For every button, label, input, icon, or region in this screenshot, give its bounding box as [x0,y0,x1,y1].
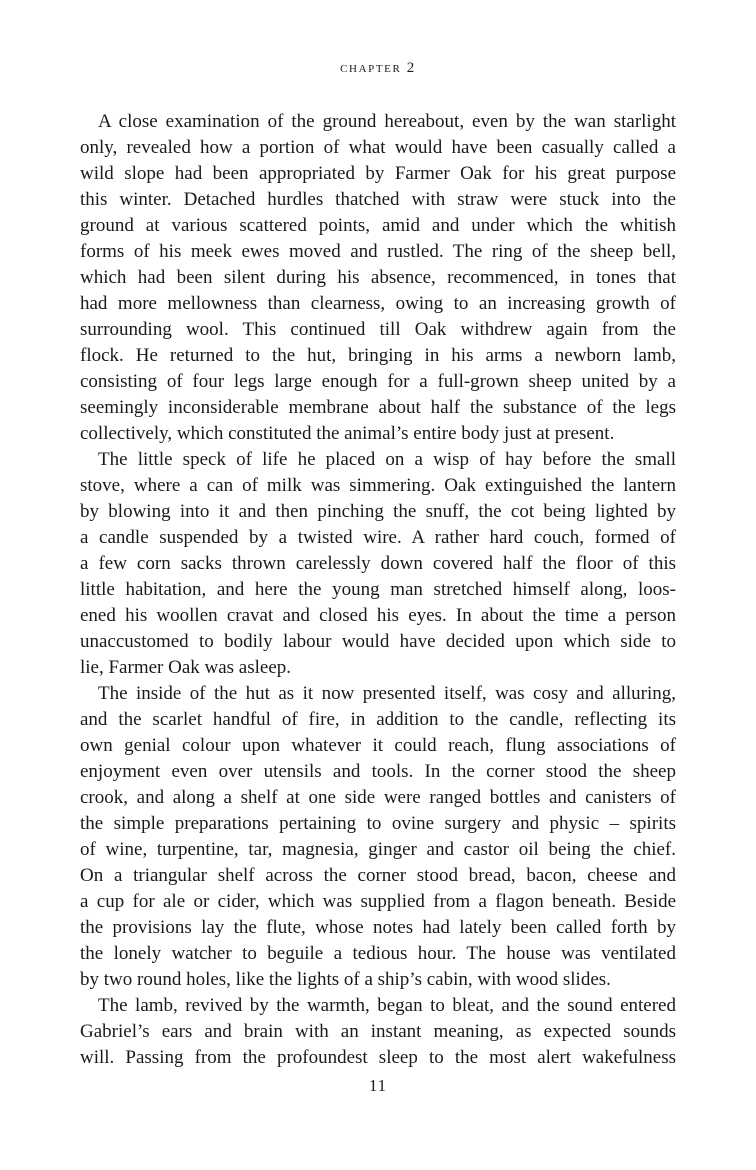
text-line: ground at various scattered points, amid and under which the whitish [80,215,676,236]
text-line: a cup for ale or cider, which was supplied from a flagon beneath. Beside [80,891,676,912]
page-number: 11 [368,1076,388,1095]
text-line: the simple preparations pertaining to ovine surgery and physic – spirits [80,813,676,834]
text-line: enjoyment even over utensils and tools. In the corner stood the sheep [80,761,676,782]
text-line: and the scarlet handful of fire, in addition to the candle, reflecting its [80,709,676,730]
text-line: a few corn sacks thrown carelessly down covered half the floor of this [80,553,676,574]
body-text [80,109,676,1071]
text-line: lie, Farmer Oak was asleep. [80,657,292,678]
text-line: forms of his meek ewes moved and rustled. The ring of the sheep bell, [80,241,676,262]
text-line: only, revealed how a portion of what would have been casually called a [80,137,676,158]
text-line: The inside of the hut as it now presented itself, was cosy and alluring, [98,683,676,704]
text-line: the lonely watcher to beguile a tedious hour. The house was ventilated [80,943,676,964]
text-line: by blowing into it and then pinching the snuff, the cot being lighted by [80,501,676,522]
text-line: The lamb, revived by the warmth, began to bleat, and the sound entered [98,995,676,1016]
text-line: crook, and along a shelf at one side were ranged bottles and canisters of [80,787,676,808]
text-line: the provisions lay the flute, whose notes had lately been called forth by [80,917,676,938]
text-line: flock. He returned to the hut, bringing in his arms a newborn lamb, [80,345,676,366]
text-line: collectively, which constituted the animal’s entire body just at present. [80,423,615,444]
text-line: stove, where a can of milk was simmering. Oak extinguished the lantern [80,475,676,496]
text-line: little habitation, and here the young man stretched himself along, loos- [80,579,676,600]
paragraph [80,681,676,993]
paragraph [80,993,676,1071]
text-line: will. Passing from the profoundest sleep to the most alert wakefulness [80,1047,676,1068]
text-line: own genial colour upon whatever it could reach, flung associations of [80,735,676,756]
paragraph [80,447,676,681]
text-line: Gabriel’s ears and brain with an instant meaning, as expected sounds [80,1021,676,1042]
text-line: a candle suspended by a twisted wire. A rather hard couch, formed of [80,527,676,548]
text-line: by two round holes, like the lights of a ship’s cabin, with wood slides. [80,969,611,990]
chapter-heading: chapter 2 [340,60,416,76]
text-line: A close examination of the ground hereabout, even by the wan starlight [98,111,676,132]
text-line: On a triangular shelf across the corner stood bread, bacon, cheese and [80,865,676,886]
text-line: consisting of four legs large enough for a full-grown sheep united by a [80,371,676,392]
text-line: this winter. Detached hurdles thatched with straw were stuck into the [80,189,676,210]
text-line: unaccustomed to bodily labour would have decided upon which side to [80,631,676,652]
text-line: which had been silent during his absence, recommenced, in tones that [80,267,676,288]
text-line: of wine, turpentine, tar, magnesia, ginger and castor oil being the chief. [80,839,676,860]
text-line: wild slope had been appropriated by Farmer Oak for his great purpose [80,163,676,184]
paragraph [80,109,676,447]
text-line: ened his woollen cravat and closed his eyes. In about the time a person [80,605,676,626]
text-line: seemingly inconsiderable membrane about half the substance of the legs [80,397,676,418]
text-line: had more mellowness than clearness, owing to an increasing growth of [80,293,676,314]
text-line: The little speck of life he placed on a wisp of hay before the small [98,449,676,470]
text-line: surrounding wool. This continued till Oak withdrew again from the [80,319,676,340]
